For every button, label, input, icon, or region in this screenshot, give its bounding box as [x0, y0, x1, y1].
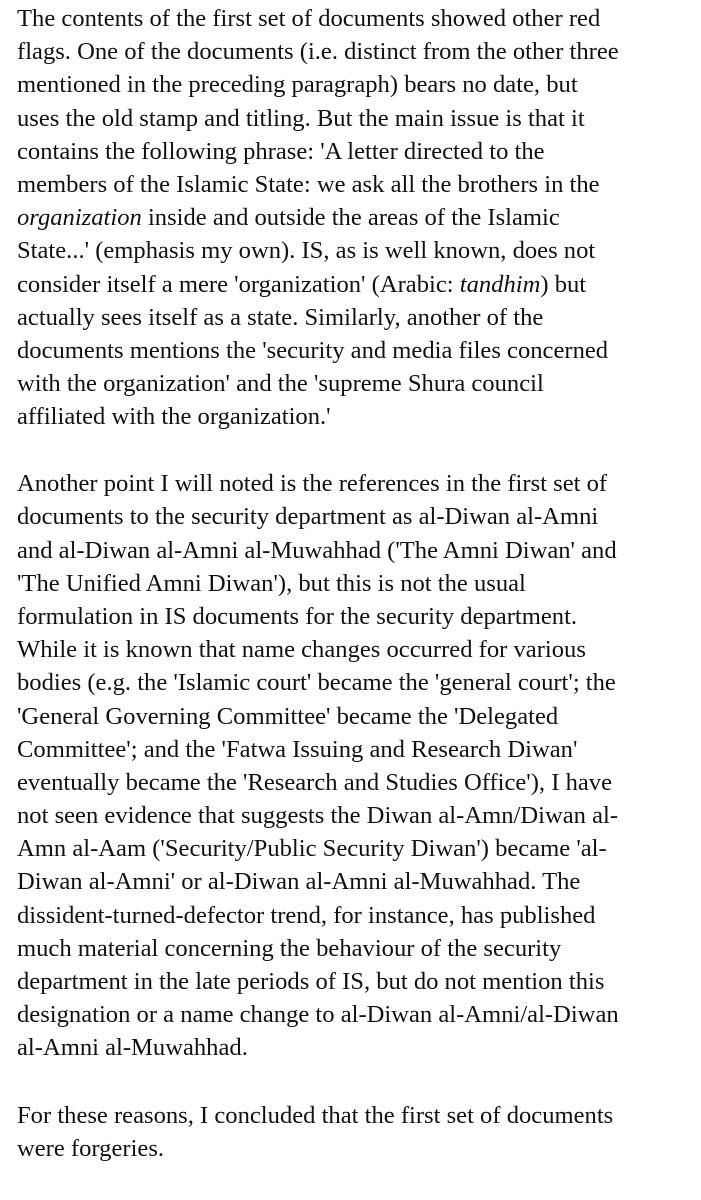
text-line: documents to the security department as al-Diwan al-Amni [17, 503, 599, 531]
text-line: documents mentions the 'security and media files concerned [17, 336, 609, 364]
text-line: bodies (e.g. the 'Islamic court' became the 'general court'; the [17, 669, 616, 697]
text-line: much material concerning the behaviour of the security [17, 934, 562, 962]
text-line: State...' (emphasis my own). IS, as is well known, does not [17, 237, 596, 265]
paragraph-spacer [17, 1065, 689, 1099]
paragraph-diwan-naming [17, 467, 689, 1064]
paragraph-red-flags [17, 2, 689, 433]
text-line: Committee'; and the 'Fatwa Issuing and Research Diwan' [17, 735, 578, 763]
text-line: organization inside and outside the areas of the Islamic [17, 204, 560, 232]
text-line: contains the following phrase: 'A letter directed to the [17, 137, 545, 165]
text-line: 'General Governing Committee' became the 'Delegated [17, 702, 559, 730]
text-line: and al-Diwan al-Amni al-Muwahhad ('The Amni Diwan' and [17, 536, 617, 564]
text-line: flags. One of the documents (i.e. distinct from the other three [17, 38, 619, 66]
text-line: affiliated with the organization.' [17, 403, 331, 431]
text-line: were forgeries. [17, 1135, 165, 1163]
text-line: uses the old stamp and titling. But the main issue is that it [17, 104, 585, 132]
text-line: Amn al-Aam ('Security/Public Security Diwan') became 'al- [17, 835, 607, 863]
paragraph-conclusion [17, 1099, 689, 1165]
text-line: members of the Islamic State: we ask all the brothers in the [17, 170, 600, 198]
text-line: Diwan al-Amni' or al-Diwan al-Amni al-Muwahhad. The [17, 868, 581, 896]
text-line: Another point I will noted is the references in the first set of [17, 470, 608, 498]
text-line: department in the late periods of IS, but do not mention this [17, 968, 605, 996]
text-line: 'The Unified Amni Diwan'), but this is not the usual [17, 569, 526, 597]
text-line: designation or a name change to al-Diwan al-Amni/al-Diwan [17, 1001, 619, 1029]
text-line: mentioned in the preceding paragraph) bears no date, but [17, 71, 578, 99]
document-body [17, 2, 689, 1165]
text-line: with the organization' and the 'supreme Shura council [17, 370, 544, 398]
text-line: formulation in IS documents for the security department. [17, 602, 578, 630]
text-line: actually sees itself as a state. Similarly, another of the [17, 303, 544, 331]
text-line: eventually became the 'Research and Studies Office'), I have [17, 768, 612, 796]
text-line: For these reasons, I concluded that the first set of documents [17, 1102, 614, 1129]
emphasis-organization: organization [17, 204, 142, 232]
text-line: While it is known that name changes occurred for various [17, 636, 586, 664]
text-line: al-Amni al-Muwahhad. [17, 1034, 248, 1062]
text-line: not seen evidence that suggests the Diwan al-Amn/Diwan al- [17, 802, 619, 830]
text-line: dissident-turned-defector trend, for instance, has published [17, 901, 596, 929]
emphasis-tandhim: tandhim [459, 270, 541, 298]
text-line: consider itself a mere 'organization' (Arabic: tandhim) but [17, 270, 587, 298]
paragraph-spacer [17, 433, 689, 467]
text-line: The contents of the first set of documents showed other red [17, 5, 601, 32]
